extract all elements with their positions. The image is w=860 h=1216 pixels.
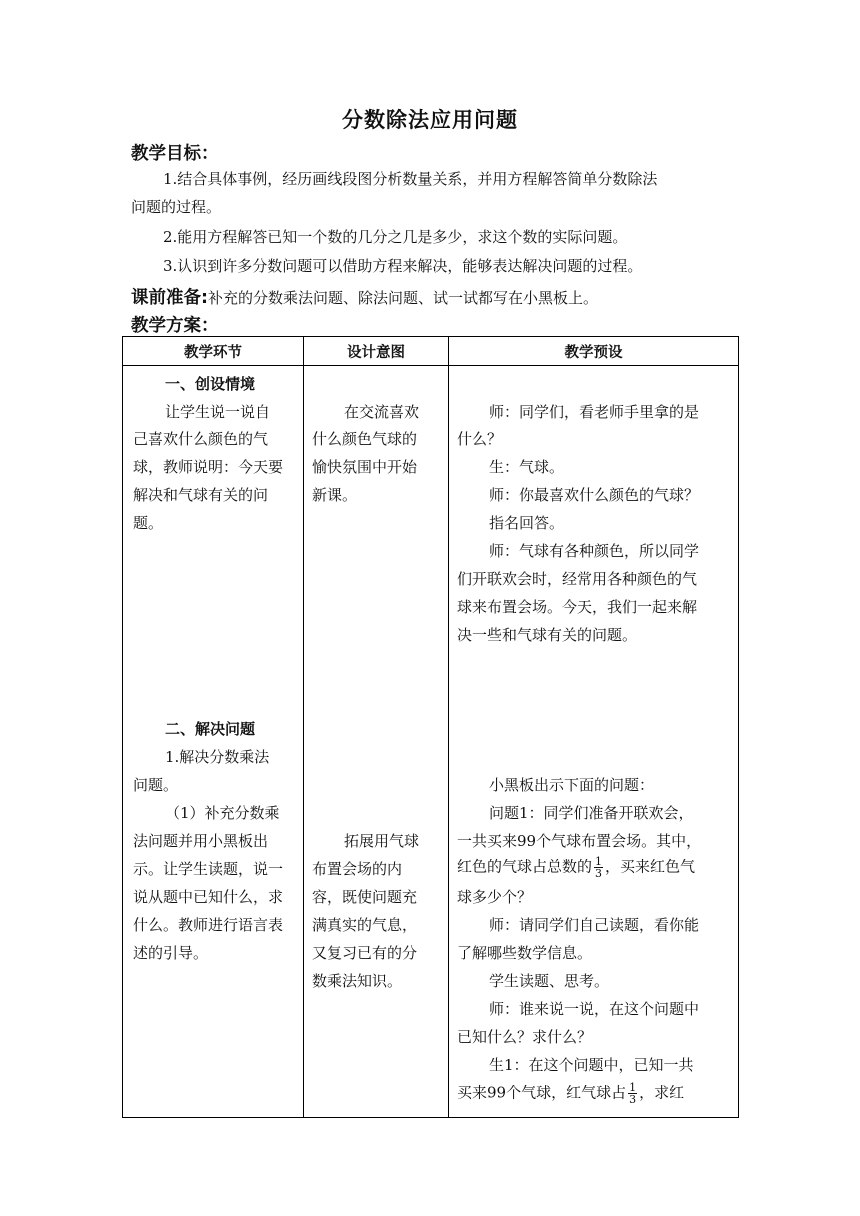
intent-line: 容，既使问题充 <box>312 888 418 906</box>
preset-line: 球来布置会场。今天，我们一起来解 <box>457 598 698 616</box>
intent-line: 什么颜色气球的 <box>312 430 418 448</box>
stage-line: 解决和气球有关的问 <box>133 486 269 504</box>
preset-line: 们开联欢会时，经常用各种颜色的气 <box>457 570 698 588</box>
stage-line: 1.解决分数乘法 <box>165 748 270 766</box>
intent-line: 愉快氛围中开始 <box>312 458 418 476</box>
preset-line: 什么？ <box>457 430 503 448</box>
section-1-title: 一、创设情境 <box>165 375 256 393</box>
preset-line: 师：气球有各种颜色，所以同学 <box>489 542 700 560</box>
fraction-line-before: 红色的气球占总数的 <box>457 857 593 876</box>
intent-line: 又复习已有的分 <box>312 944 418 962</box>
intent-line: 在交流喜欢 <box>344 403 420 421</box>
stage-line: 球，教师说明：今天要 <box>133 458 284 476</box>
section-2-title: 二、解决问题 <box>165 720 256 738</box>
fraction-line-after: ，求红 <box>639 1083 685 1102</box>
stage-line: 说从题中已知什么，求 <box>133 888 284 906</box>
preset-line: 指名回答。 <box>489 514 565 532</box>
lesson-plan-table <box>122 336 739 1118</box>
preset-line-with-fraction <box>457 1082 684 1105</box>
preset-line: 小黑板出示下面的问题： <box>489 776 655 794</box>
column-header-intent: 设计意图 <box>304 337 449 366</box>
preset-line: 生1：在这个问题中，已知一共 <box>489 1056 694 1074</box>
preset-line: 师：同学们，看老师手里拿的是 <box>489 403 700 421</box>
fraction-one-third <box>594 856 603 879</box>
stage-cell <box>123 366 304 1118</box>
intent-line: 拓展用气球 <box>344 832 420 850</box>
preset-line: 师：你最喜欢什么颜色的气球？ <box>489 486 700 504</box>
fraction-one-third <box>628 1082 637 1105</box>
stage-line: 问题。 <box>133 776 179 794</box>
intent-line: 数乘法知识。 <box>312 972 403 990</box>
preparation-label: 课前准备: <box>131 288 208 308</box>
preset-line-with-fraction <box>457 856 695 879</box>
preset-line: 了解哪些数学信息。 <box>457 944 593 962</box>
column-header-preset: 教学预设 <box>449 337 739 366</box>
fraction-numerator: 1 <box>595 855 603 868</box>
stage-line: 述的引导。 <box>133 944 209 962</box>
fraction-denominator: 3 <box>595 867 603 880</box>
column-header-stage: 教学环节 <box>123 337 304 366</box>
preset-line: 学生读题、思考。 <box>489 972 610 990</box>
stage-line: 题。 <box>133 514 164 532</box>
document-title: 分数除法应用问题 <box>342 108 518 132</box>
preparation-text: 补充的分数乘法问题、除法问题、试一试都写在小黑板上。 <box>208 289 599 307</box>
plan-heading: 教学方案： <box>131 316 219 336</box>
fraction-line-before: 买来99个气球，红气球占 <box>457 1083 627 1102</box>
preset-line: 决一些和气球有关的问题。 <box>457 626 638 644</box>
fraction-denominator: 3 <box>629 1093 637 1106</box>
intent-line: 满真实的气息， <box>312 916 418 934</box>
stage-line: 法问题并用小黑板出 <box>133 832 269 850</box>
preset-line: 师：谁来说一说，在这个问题中 <box>489 1000 700 1018</box>
fraction-line-after: ，买来红色气 <box>605 857 696 876</box>
objective-2: 2.能用方程解答已知一个数的几分之几是多少，求这个数的实际问题。 <box>163 228 628 246</box>
preset-line: 球多少个？ <box>457 888 533 906</box>
stage-line: 示。让学生读题，说一 <box>133 860 284 878</box>
objective-3: 3.认识到许多分数问题可以借助方程来解决，能够表达解决问题的过程。 <box>163 257 643 275</box>
table-body-row <box>123 366 739 1118</box>
preset-cell <box>449 366 739 1118</box>
preset-line: 已知什么？求什么？ <box>457 1028 593 1046</box>
preparation-heading <box>131 284 598 309</box>
stage-line: （1）补充分数乘 <box>165 804 280 822</box>
preset-line: 问题1：同学们准备开联欢会， <box>489 804 694 822</box>
intent-line: 布置会场的内 <box>312 860 403 878</box>
preset-line: 师：请同学们自己读题，看你能 <box>489 916 700 934</box>
preset-line: 一共买来99个气球布置会场。其中， <box>457 832 702 850</box>
fraction-numerator: 1 <box>629 1081 637 1094</box>
stage-line: 什么。教师进行语言表 <box>133 916 284 934</box>
intent-line: 新课。 <box>312 486 358 504</box>
stage-line: 让学生说一说自 <box>165 403 271 421</box>
stage-line: 己喜欢什么颜色的气 <box>133 430 269 448</box>
preset-line: 生：气球。 <box>489 458 565 476</box>
objective-1-line-1: 1.结合具体事例，经历画线段图分析数量关系，并用方程解答简单分数除法 <box>163 170 658 188</box>
objectives-heading: 教学目标： <box>131 144 219 164</box>
objective-1-line-2: 问题的过程。 <box>131 198 222 216</box>
table-header-row <box>123 337 739 366</box>
intent-cell <box>304 366 449 1118</box>
